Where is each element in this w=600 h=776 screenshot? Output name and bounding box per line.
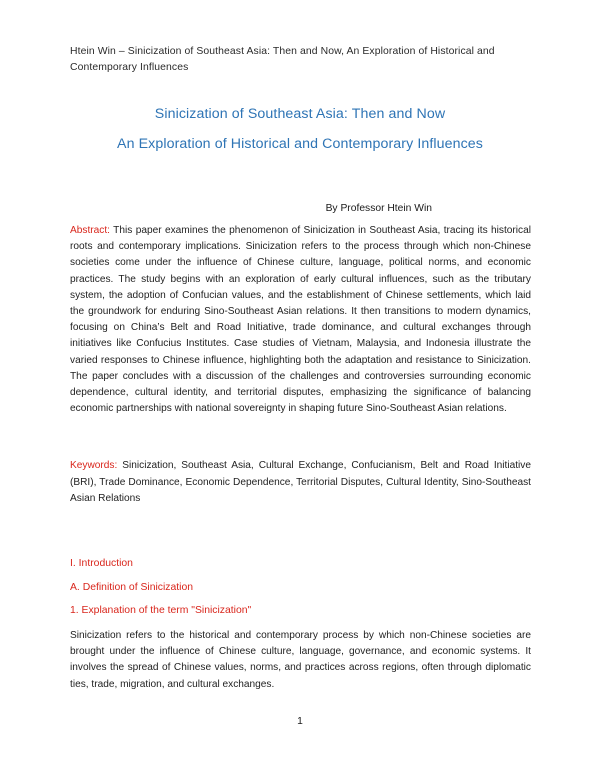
keywords-label: Keywords: — [70, 460, 118, 471]
subsubsection-heading-explanation: 1. Explanation of the term "Sinicization" — [70, 605, 252, 616]
body-paragraph: Sinicization refers to the historical and contemporary process by which non-Chinese societies are brought under the influence of Chinese culture, language, governance, and economic systems. It involves the spread of Chinese values, norms, and practices across regions, often through diplomatic ties, trade, migration, and cultural exchanges. — [70, 630, 531, 690]
section-heading-introduction: I. Introduction — [70, 558, 133, 569]
running-header: Htein Win – Sinicization of Southeast Asia: Then and Now, An Exploration of Historical and Contemporary Influences — [70, 46, 495, 73]
subsection-heading-definition: A. Definition of Sinicization — [70, 582, 194, 593]
abstract-paragraph — [70, 223, 531, 417]
abstract-label: Abstract: — [70, 225, 110, 236]
keywords-text: Sinicization, Southeast Asia, Cultural Exchange, Confucianism, Belt and Road Initiative (BRI), Trade Dominance, Economic Dependence, Territorial Disputes, Cultural Identity, Sino-Southeast Asian Relations — [70, 460, 531, 505]
keywords-paragraph — [70, 458, 531, 508]
abstract-text: This paper examines the phenomenon of Sinicization in Southeast Asia, tracing its historical roots and contemporary implications. Sinicization refers to the process through which non-Chinese societies come under the influence of Chinese culture, language, political norms, and economic practices. The study begins with an exploration of early cultural influences, such as the tributary system, the adoption of Confucian values, and the establishment of Chinese settlements, which laid the groundwork for enduring Sino-Southeast Asian relations. It then transitions to modern dynamics, focusing on China’s Belt and Road Initiative, trade dominance, and cultural exchanges through initiatives like Confucius Institutes. Case studies of Vietnam, Malaysia, and Indonesia illustrate the varied responses to Chinese influence, highlighting both the adaptation and resistance to Sinicization. The paper concludes with a discussion of the challenges and controversies surrounding economic dependence, cultural identity, and territorial disputes, emphasizing the significance of balancing economic partnerships with national sovereignty in shaping future Sino-Southeast Asian relations. — [70, 225, 531, 415]
paper-subtitle: An Exploration of Historical and Contemporary Influences — [117, 136, 483, 152]
page-number: 1 — [297, 716, 303, 727]
paper-title: Sinicization of Southeast Asia: Then and Now — [154, 106, 446, 122]
author-line: By Professor Htein Win — [325, 203, 432, 214]
